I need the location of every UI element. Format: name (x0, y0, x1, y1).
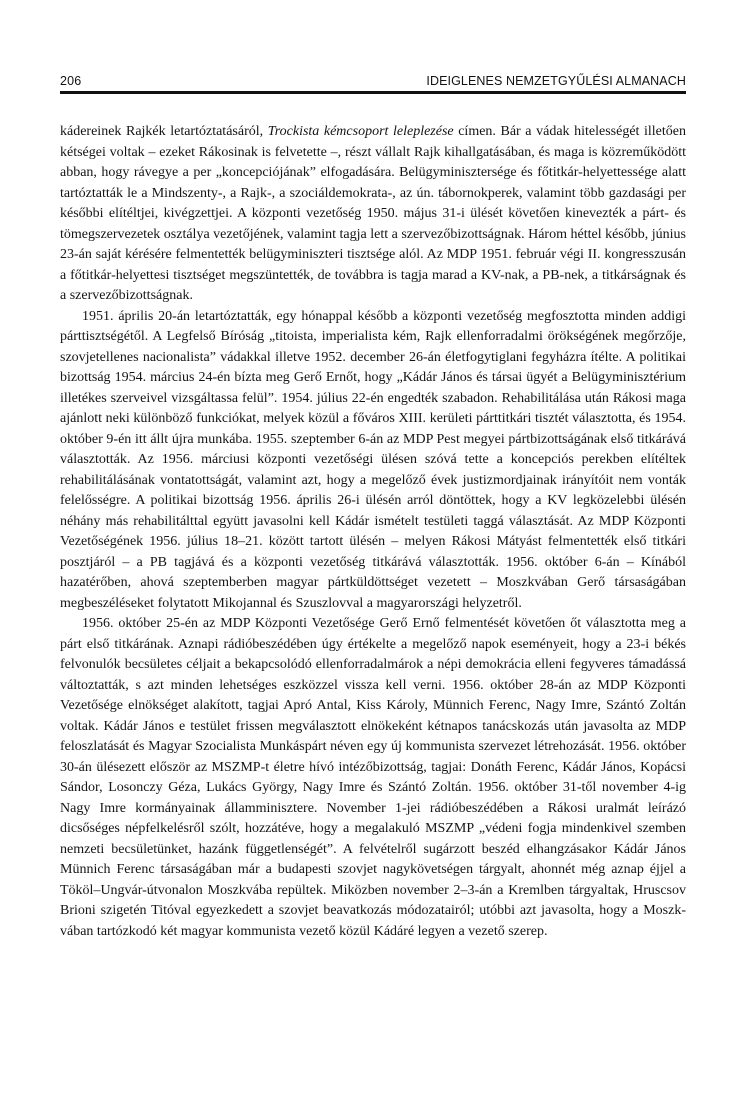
paragraph-3: 1956. október 25-én az MDP Központi Vezetősége Gerő Ernő felmentését követően őt választotta meg a párt első titkárának. Aznapi rádióbeszédében úgy értékelte a megelőző napok eseményeit, hogy a 23-i békés felvonulók becsületes céljait a bekapcsolódó ellenforradalmárok a népi demokrácia elleni fegyveres támadássá változtatták, s azt minden lehetséges eszközzel vissza kell verni. 1956. október 28-án az MDP Központi Vezetősége elnökséget alakított, tagjai Apró Antal, Kiss Károly, Münnich Ferenc, Nagy Imre, Szántó Zoltán voltak. Kádár János e testület frissen megválasztott elnökeként kétnapos tanácskozás után javasolta az MDP feloszlatását és Magyar Szocialista Munkáspárt néven egy új kommunista szervezet létrehozását. 1956. október 30-án ülésezett először az MSZMP-t életre hívó intézőbizottság, tagjai: Donáth Ferenc, Kádár János, Kopácsi Sándor, Losonczy Géza, Lukács György, Nagy Imre és Szántó Zoltán. 1956. október 31-től november 4-ig Nagy Imre kormányainak államminisztere. November 1-jei rádióbeszédében a Rákosi uralmát leírázó dicsőséges népfelkelésről szólt, hozzátéve, hogy a megalakuló MSZMP „védeni fogja mindenkivel szemben nemzeti becsületünket, hazánk függetlenségét”. A felvételről sugárzott beszéd elhangzásakor Kádár János Münnich Ferenc társaságában már a budapesti szovjet nagykövetségen tárgyalt, ahonnét még aznap éjjel a Tököl–Ungvár-útvonalon Moszkvába repültek. Miközben november 2–3-án a Kremlben tárgyaltak, Hruscsov Brioni szigetén Titóval egyezkedett a szovjet beavatkozás módozatairól; utóbbi azt javasolta, hogy a Moszkvában tartózkodó két magyar kommunista vezető közül Kádáré legyen a vezető szerep. (60, 616, 686, 939)
header-rule (60, 91, 686, 94)
running-title: IDEIGLENES NEMZETGYŰLÉSI ALMANACH (426, 74, 686, 88)
paragraph-1-italic-title: Trockista kémcsoport leleplezése (267, 124, 454, 139)
paragraph-1-text-before: kádereinek Rajkék letartóztatásáról, (60, 124, 268, 139)
page-number: 206 (60, 74, 82, 88)
paragraph-1-text-after: címen. Bár a vádak hitelességét illetően kétségei voltak – ezeket Rákosinak is felvetette –, részt vállalt Rajk kihallgatásában, és maga is közreműködött abban, hogy rávegye a per „koncepciójának” elfogadására. Belügyminisztersége és főtitkár-helyettessége alatt tartóztatták le a Mindszenty-, a Rajk-, a szociáldemokrata-, az ún. tábornokperek, valamint több gazdasági per későbbi elítéltjei, kivégzettjei. A központi vezetőség 1950. május 31-i ülését követően kinevezték a párt- és tömegszervezetek osztálya vezetőjének, valamint tagja lett a szervezőbizottságnak. Három héttel később, június 23-án saját kérésére felmentették belügyminiszteri tisztsége alól. Az MDP 1951. február végi II. kongresszusán a főtitkár-helyettesi tisztséget megszüntették, de továbbra is tagja marad a KV-nak, a PB-nek, a titkárságnak és a szervezőbizottságnak. (60, 124, 686, 303)
body-text (60, 122, 686, 942)
paragraph-2: 1951. április 20-án letartóztatták, egy hónappal később a központi vezetőség megfosztotta minden addigi párttisztségétől. A Legfelső Bíróság „titoista, imperialista kém, Rajk ellenforradalmi örökségének megőrzője, szovjetellenes nacionalista” vádakkal illetve 1952. december 26-án életfogytiglani fegyházra ítélte. A politikai bizottság 1954. március 24-én bízta meg Gerő Ernőt, hogy „Kádár János és társai ügyét a Belügyminisztérium illetékes szerveivel vizsgáltassa felül”. 1954. július 22-én engedték szabadon. Rehabilitálása után Rákosi maga ajánlott neki különböző funkciókat, melyek közül a főváros XIII. kerületi párttitkári tisztét választotta, és 1954. október 9-én itt állt újra munkába. 1955. szeptember 6-án az MDP Pest megyei pártbizottságának első titkárává választották. Az 1956. márciusi központi vezetőségi ülésen szóvá tette a koncepciós perekben elítéltek rehabilitálásának vontatottságát, valamint azt, hogy a megelőző évek justizmordjainak irányítóit nem vonták felelősségre. A politikai bizottság 1956. április 26-i ülésén arról döntöttek, hogy a KV legközelebbi ülésén néhány más rehabilitálttal együtt javasolni kell Kádár ismételt testületi taggá választását. Az MDP Központi Vezetőségének 1956. július 18–21. között tartott ülésén – melyen Rákosi Mátyást felmentették első titkári posztjáról – a PB tagjává és a központi vezetőség titkárává választották. 1956. október 6-án – Kínából hazatérőben, ahová szeptemberben magyar pártküldöttséget vezetett – Moszkvában Gerő társaságában megbeszéléseket folytatott Mikojannal és Szuszlovval a magyarországi helyzetről. (60, 308, 686, 611)
paragraph-1 (60, 122, 686, 307)
